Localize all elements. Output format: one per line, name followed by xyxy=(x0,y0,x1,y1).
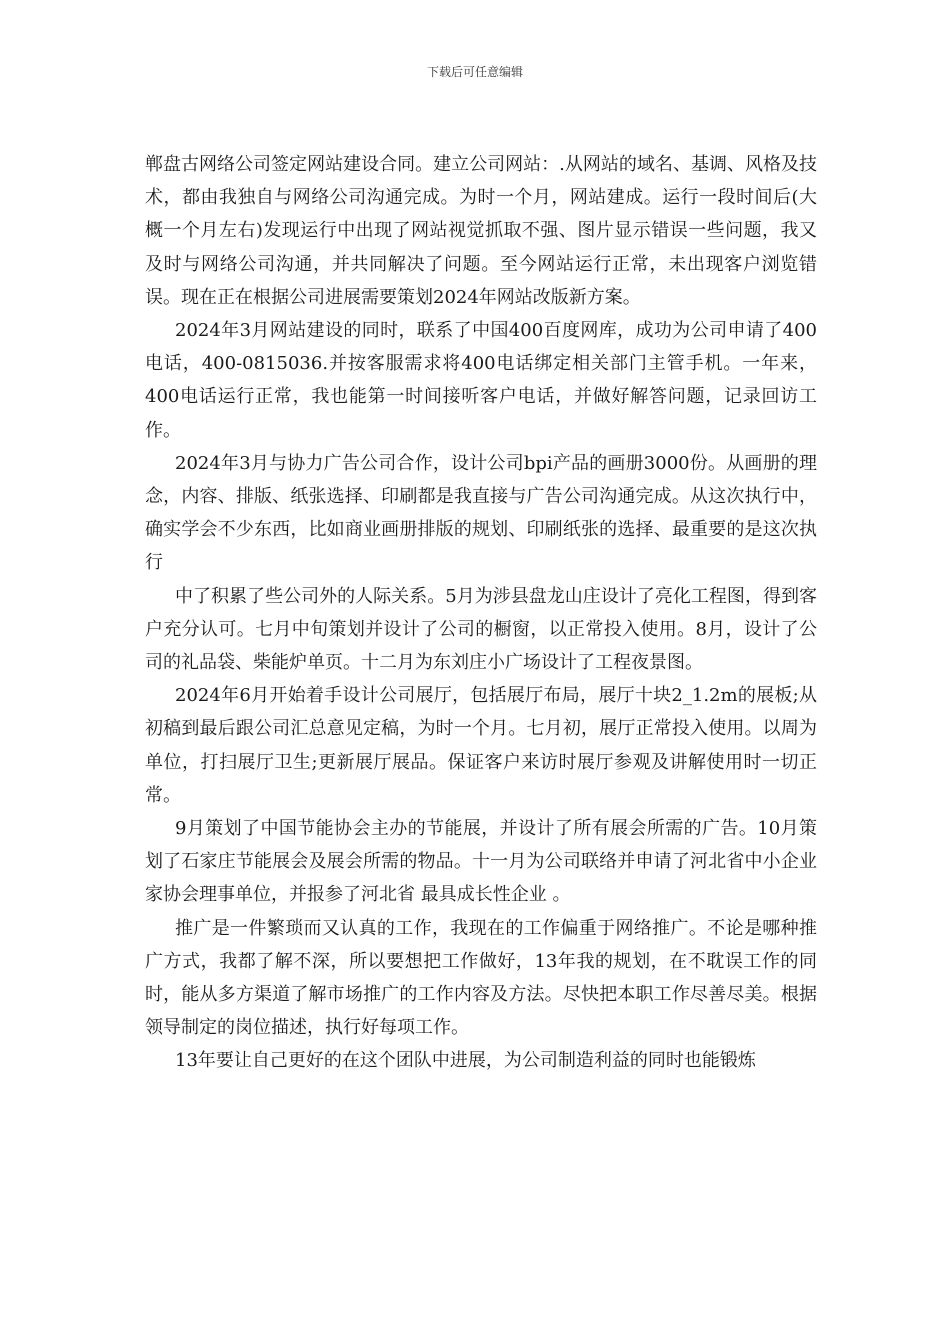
paragraph-brochure: 2024年3月与协力广告公司合作，设计公司bpi产品的画册3000份。从画册的理念，内容、排版、纸张选择、印刷都是我直接与广告公司沟通完成。从这次执行中，确实学会不少东西，比如商业画册排版的规划、印刷纸张的选择、最重要的是这次执行 xyxy=(145,452,817,574)
document-body xyxy=(145,148,817,1078)
paragraph-promotion: 推广是一件繁琐而又认真的工作，我现在的工作偏重于网络推广。不论是哪种推广方式，我都了解不深，所以要想把工作做好，13年我的规划，在不耽误工作的同时，能从多方渠道了解市场推广的工作内容及方法。尽快把本职工作尽善尽美。根据领导制定的岗位描述，执行好每项工作。 xyxy=(145,917,817,1039)
page-header: 下载后可任意编辑 xyxy=(426,65,523,79)
paragraph-showroom: 2024年6月开始着手设计公司展厅，包括展厅布局，展厅十块2_1.2m的展板;从初稿到最后跟公司汇总意见定稿，为时一个月。七月初，展厅正常投入使用。以周为单位，打扫展厅卫生;更新展厅展品。保证客户来访时展厅参观及讲解使用时一切正常。 xyxy=(145,685,817,806)
paragraph-next-year: 13年要让自己更好的在这个团队中进展，为公司制造利益的同时也能锻炼 xyxy=(175,1050,756,1072)
paragraph-400-phone: 2024年3月网站建设的同时，联系了中国400百度网库，成功为公司申请了400电话，400-0815036.并按客服需求将400电话绑定相关部门主管手机。一年来，400电话运行正常，我也能第一时间接听客户电话，并做好解答问题，记录回访工作。 xyxy=(145,320,817,441)
paragraph-exhibition: 9月策划了中国节能协会主办的节能展，并设计了所有展会所需的广告。10月策划了石家庄节能展会及展会所需的物品。十一月为公司联络并申请了河北省中小企业家协会理事单位，并报参了河北省 最具成长性企业 。 xyxy=(145,818,817,906)
paragraph-website-contract: 郸盘古网络公司签定网站建设合同。建立公司网站：.从网站的域名、基调、风格及技术，都由我独自与网络公司沟通完成。为时一个月，网站建成。运行一段时间后(大概一个月左右)发现运行中出现了网站视觉抓取不强、图片显示错误一些问题，我又及时与网络公司沟通，并共同解决了问题。至今网站运行正常，未出现客户浏览错误。现在正在根据公司进展需要策划2024年网站改版新方案。 xyxy=(145,154,817,308)
paragraph-relations: 中了积累了些公司外的人际关系。5月为涉县盘龙山庄设计了亮化工程图，得到客户充分认可。七月中旬策划并设计了公司的橱窗，以正常投入使用。8月，设计了公司的礼品袋、柴能炉单页。十二月为东刘庄小广场设计了工程夜景图。 xyxy=(145,585,817,674)
